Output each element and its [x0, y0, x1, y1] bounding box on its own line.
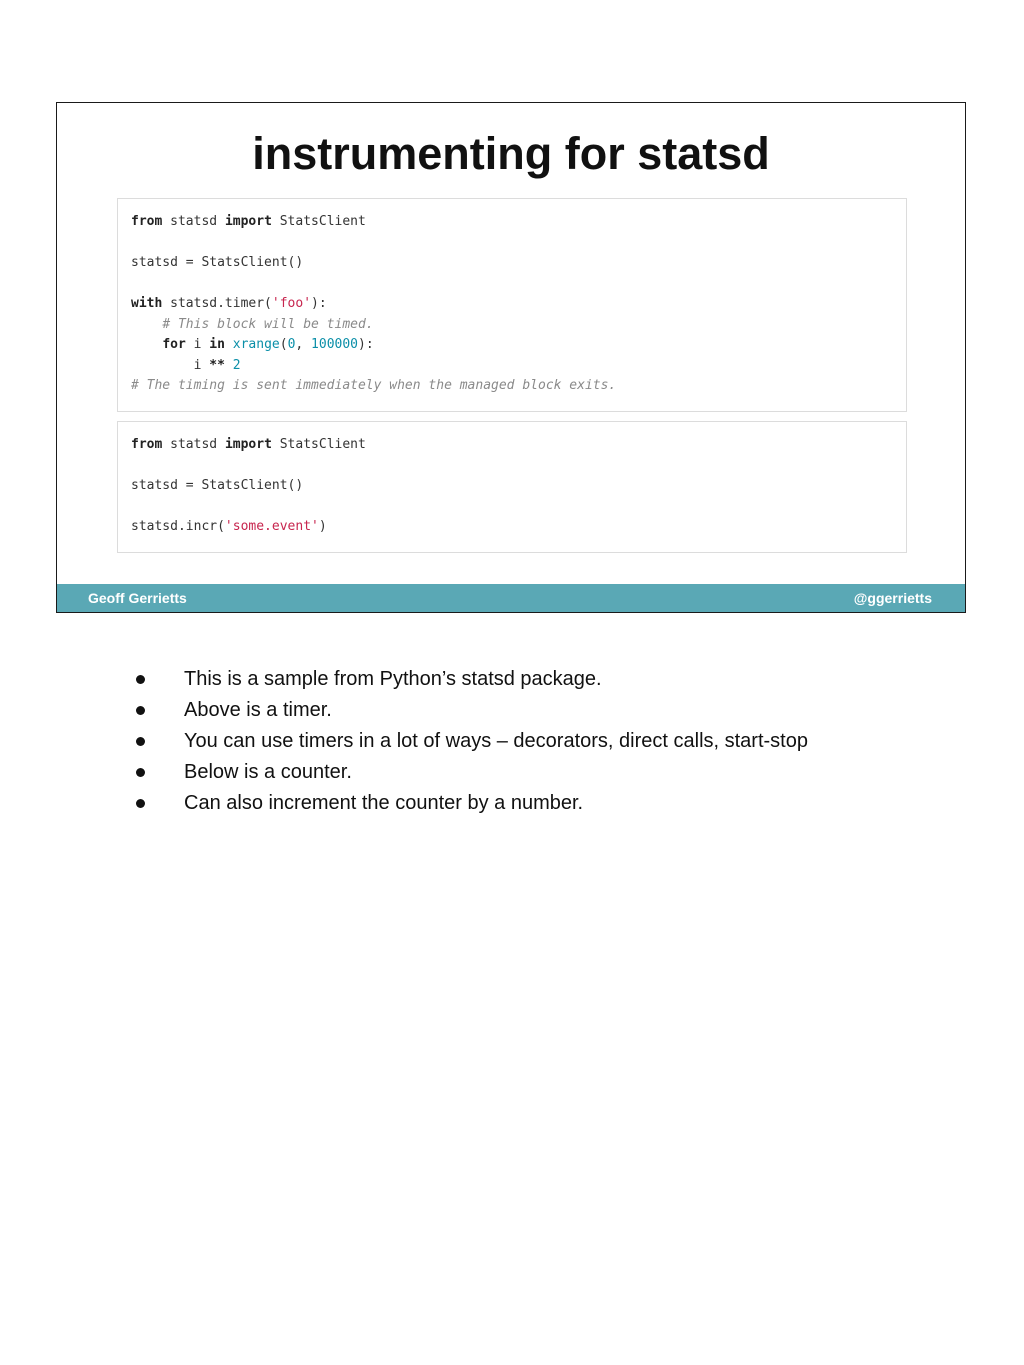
- note-item: [130, 788, 808, 819]
- note-item: [130, 664, 808, 695]
- bullet-icon: [136, 675, 145, 684]
- code-token: with: [131, 296, 163, 311]
- footer-handle: @ggerrietts: [853, 590, 932, 606]
- code-block-timer: [117, 198, 907, 412]
- code-token: statsd: [162, 437, 225, 452]
- code-token: xrange: [232, 337, 280, 352]
- code-line: [131, 294, 893, 315]
- note-text: You can use timers in a lot of ways – decorators, direct calls, start-stop: [184, 730, 808, 752]
- code-line: [131, 233, 893, 254]
- footer-bar: [57, 584, 965, 612]
- code-token: ,: [295, 337, 312, 352]
- code-token: i: [131, 357, 210, 373]
- code-line: [131, 497, 893, 518]
- footer-author: Geoff Gerrietts: [88, 590, 187, 606]
- code-line: [131, 456, 893, 477]
- code-token: StatsClient: [271, 214, 366, 229]
- code-token: # The timing is sent immediately when the managed block exits.: [131, 378, 617, 393]
- code-token: statsd = StatsClient(): [131, 255, 304, 270]
- code-token: [225, 337, 233, 352]
- code-token: 0: [287, 337, 296, 352]
- code-token: from: [131, 214, 163, 229]
- code-line: [131, 253, 893, 274]
- code-token: statsd.incr(: [131, 519, 225, 534]
- note-text: Above is a timer.: [184, 699, 332, 721]
- code-token: [131, 317, 162, 332]
- code-token: **: [209, 357, 225, 373]
- code-token: ): [318, 519, 327, 534]
- code-block-counter: [117, 421, 907, 553]
- bullet-icon: [136, 737, 145, 746]
- code-line: [131, 212, 893, 233]
- code-token: [131, 337, 162, 352]
- code-token: statsd.timer(: [162, 296, 272, 311]
- code-token: (: [279, 337, 288, 352]
- speaker-notes: [130, 664, 808, 819]
- code-token: from: [131, 437, 163, 452]
- note-text: Below is a counter.: [184, 761, 352, 783]
- code-line: [131, 335, 893, 356]
- code-token: import: [224, 437, 272, 452]
- bullet-icon: [136, 768, 145, 777]
- code-token: for: [162, 337, 186, 352]
- code-token: statsd: [162, 214, 225, 229]
- note-text: Can also increment the counter by a number.: [184, 792, 584, 814]
- code-token: statsd = StatsClient(): [131, 478, 304, 493]
- code-token: StatsClient: [271, 437, 366, 452]
- slide-title: instrumenting for statsd: [252, 128, 770, 179]
- code-token: 100000: [311, 337, 359, 352]
- code-line: [131, 435, 893, 456]
- code-token: ):: [311, 296, 327, 311]
- note-item: [130, 695, 808, 726]
- code-token: 'foo': [271, 296, 312, 311]
- code-line: [131, 315, 893, 336]
- bullet-icon: [136, 799, 145, 808]
- code-token: i: [185, 337, 210, 352]
- code-line: [131, 274, 893, 295]
- bullet-icon: [136, 706, 145, 715]
- note-item: [130, 757, 808, 788]
- note-text: This is a sample from Python’s statsd package.: [184, 668, 602, 690]
- code-token: # This block will be timed.: [162, 316, 374, 332]
- code-token: 'some.event': [224, 519, 319, 534]
- code-token: in: [209, 337, 225, 352]
- code-token: ):: [358, 337, 374, 352]
- code-token: [225, 358, 233, 373]
- code-line: [131, 517, 893, 538]
- slide: [56, 102, 966, 613]
- code-line: [131, 476, 893, 497]
- code-line: [131, 376, 893, 397]
- code-token: 2: [232, 357, 241, 373]
- code-line: [131, 356, 893, 377]
- code-token: import: [224, 214, 272, 229]
- note-item: [130, 726, 808, 757]
